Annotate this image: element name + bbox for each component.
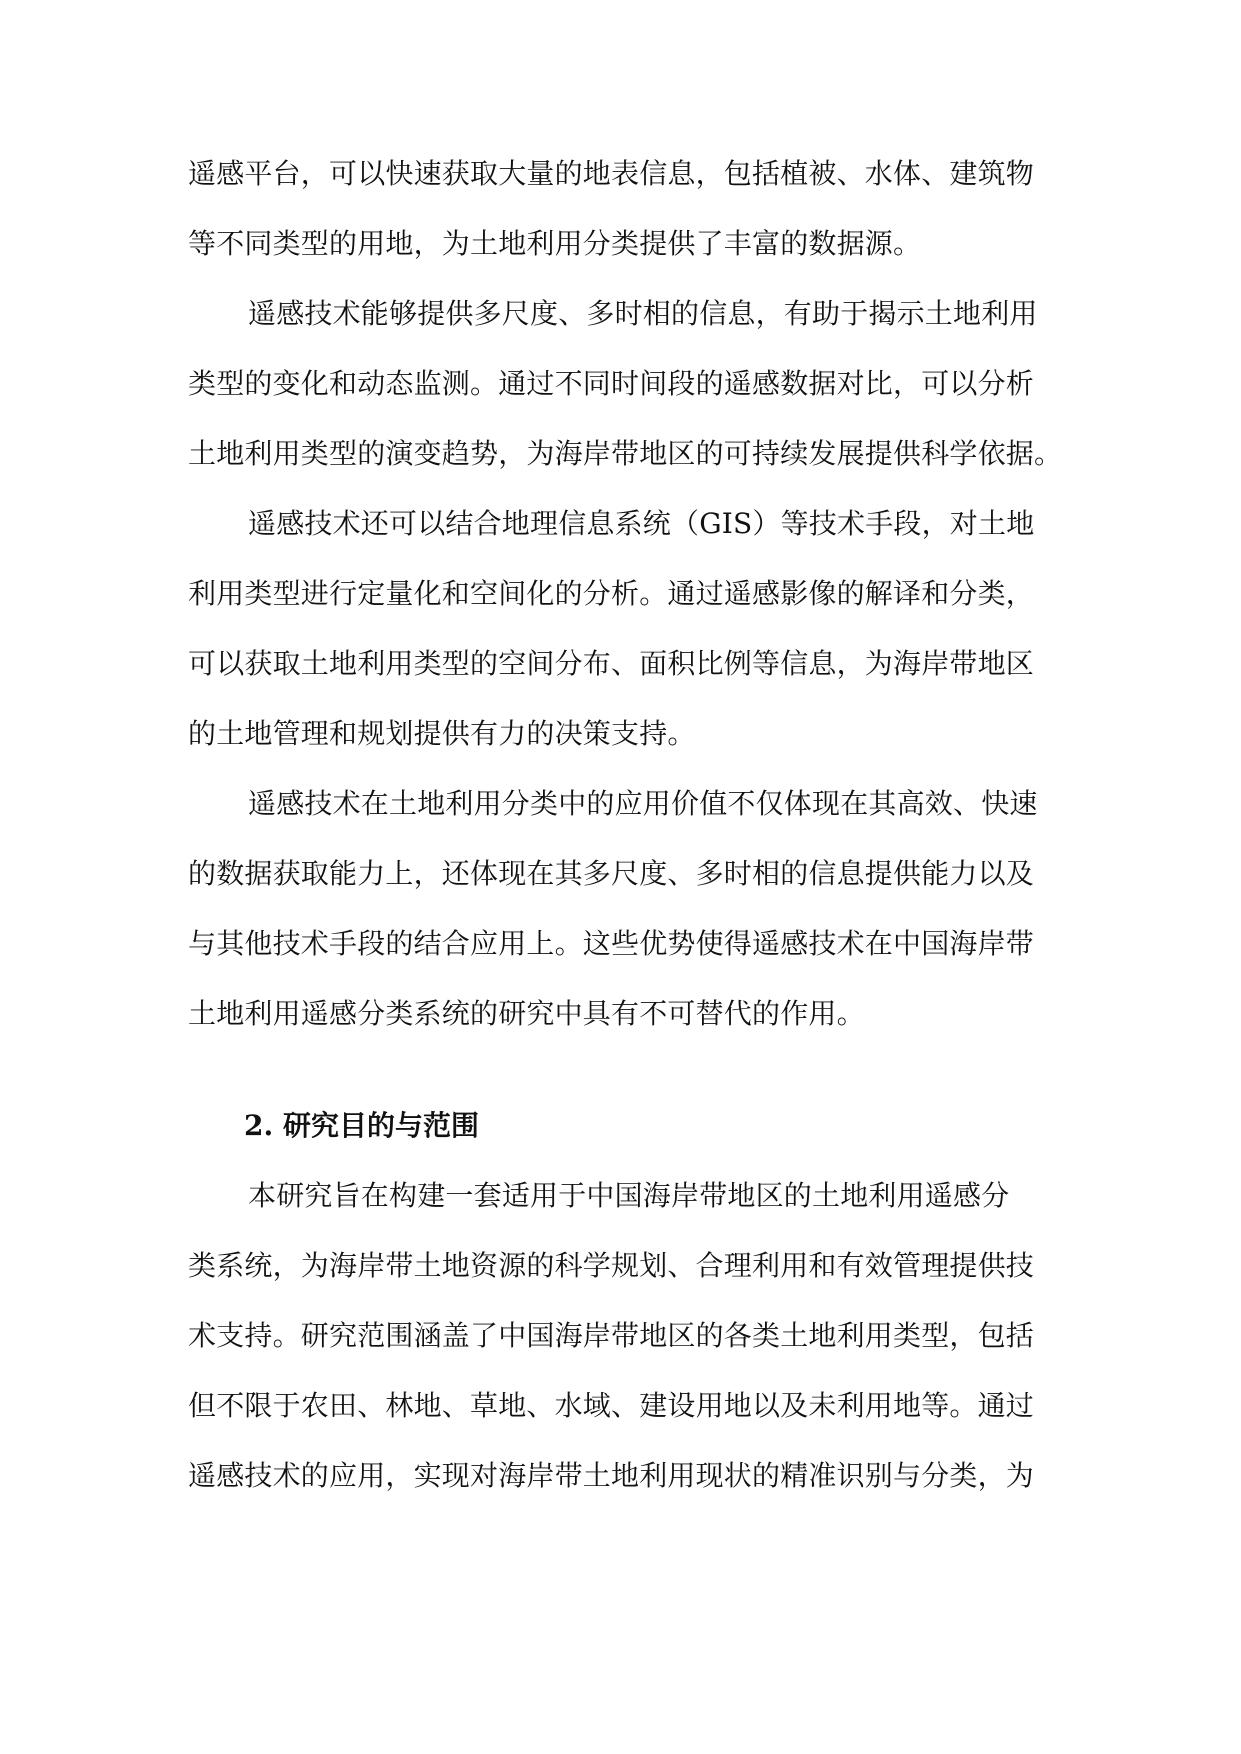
text-line: 遥感平台，可以快速获取大量的地表信息，包括植被、水体、建筑物 [188,157,1035,190]
text-line: 类型的变化和动态监测。通过不同时间段的遥感数据对比，可以分析 [188,367,1035,400]
text-line: 与其他技术手段的结合应用上。这些优势使得遥感技术在中国海岸带 [188,927,1035,960]
paragraph [188,145,1052,285]
text-line: 遥感技术还可以结合地理信息系统（GIS）等技术手段，对土地 [248,507,1035,540]
paragraph [188,285,1063,495]
text-line: 可以获取土地利用类型的空间分布、面积比例等信息，为海岸带地区 [188,647,1035,680]
text-line: 但不限于农田、林地、草地、水域、建设用地以及未利用地等。通过 [188,1389,1035,1422]
text-line: 遥感技术在土地利用分类中的应用价值不仅体现在其高效、快速 [248,787,1038,820]
text-line: 土地利用类型的演变趋势，为海岸带地区的可持续发展提供科学依据。 [188,437,1063,470]
paragraph [188,1167,1052,1517]
text-line: 术支持。研究范围涵盖了中国海岸带地区的各类土地利用类型，包括 [188,1319,1035,1352]
text-line: 土地利用遥感分类系统的研究中具有不可替代的作用。 [188,997,865,1030]
paragraph [188,775,1052,1055]
section-heading-block [188,1097,1052,1167]
text-line: 遥感技术能够提供多尺度、多时相的信息，有助于揭示土地利用 [248,297,1038,330]
text-line: 本研究旨在构建一套适用于中国海岸带地区的土地利用遥感分 [248,1179,1010,1212]
document-body [188,145,1063,1517]
text-line: 利用类型进行定量化和空间化的分析。通过遥感影像的解译和分类， [188,577,1035,610]
text-line: 的数据获取能力上，还体现在其多尺度、多时相的信息提供能力以及 [188,857,1035,890]
text-line: 的土地管理和规划提供有力的决策支持。 [188,717,696,750]
text-line: 遥感技术的应用，实现对海岸带土地利用现状的精准识别与分类，为 [188,1459,1035,1492]
paragraph [188,495,1052,775]
section-heading: 2. 研究目的与范围 [244,1109,479,1142]
text-line: 等不同类型的用地，为土地利用分类提供了丰富的数据源。 [188,227,922,260]
text-line: 类系统，为海岸带土地资源的科学规划、合理利用和有效管理提供技 [188,1249,1035,1282]
